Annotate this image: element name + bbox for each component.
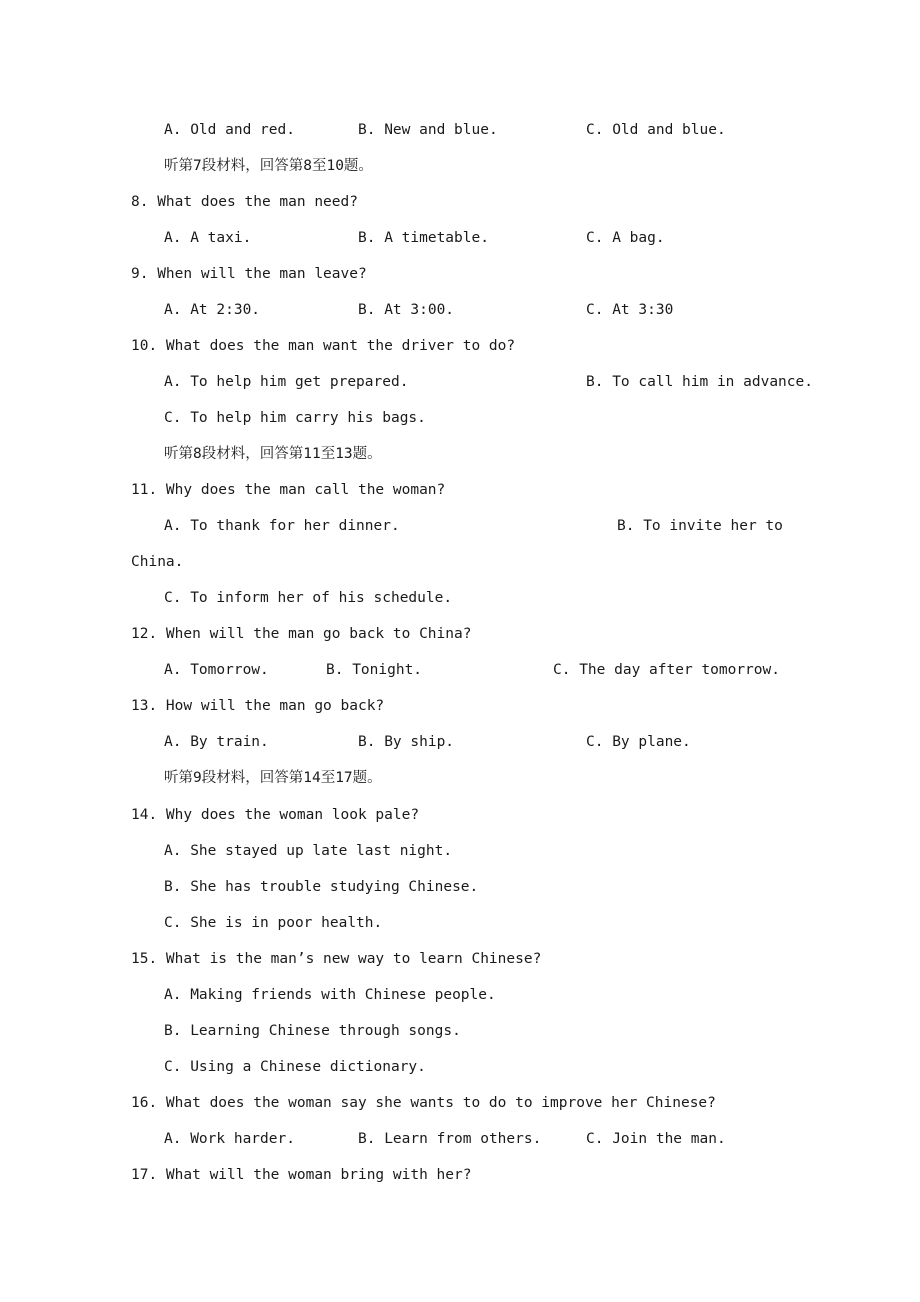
option-a: A. Making friends with Chinese people.: [164, 987, 496, 1003]
option-c: C. At 3:30: [586, 302, 674, 318]
question-12: 12. When will the man go back to China?: [131, 626, 472, 642]
question-11: 11. Why does the man call the woman?: [131, 482, 446, 498]
section-heading: 听第9段材料，回答第14至17题。: [164, 770, 382, 786]
option-c: C. To inform her of his schedule.: [164, 590, 453, 606]
option-b: B. To invite her to: [617, 518, 783, 534]
question-13: 13. How will the man go back?: [131, 698, 385, 714]
option-c: C. To help him carry his bags.: [164, 410, 426, 426]
question-9: 9. When will the man leave?: [131, 266, 367, 282]
option-b: B. At 3:00.: [358, 302, 455, 318]
option-c: C. She is in poor health.: [164, 915, 383, 931]
option-c: C. By plane.: [586, 734, 691, 750]
option-b: B. Learning Chinese through songs.: [164, 1023, 461, 1039]
question-14: 14. Why does the woman look pale?: [131, 807, 420, 823]
option-c: C. Join the man.: [586, 1131, 726, 1147]
option-b: B. Tonight.: [326, 662, 423, 678]
question-8: 8. What does the man need?: [131, 194, 358, 210]
option-b: B. New and blue.: [358, 122, 498, 138]
option-a: A. Tomorrow.: [164, 662, 269, 678]
option-b: B. By ship.: [358, 734, 455, 750]
option-b-continuation: China.: [131, 554, 184, 570]
option-b: B. Learn from others.: [358, 1131, 542, 1147]
section-heading: 听第8段材料，回答第11至13题。: [164, 446, 382, 462]
question-10: 10. What does the man want the driver to do?: [131, 338, 516, 354]
option-c: C. Old and blue.: [586, 122, 726, 138]
option-a: A. To help him get prepared.: [164, 374, 409, 390]
option-a: A. A taxi.: [164, 230, 252, 246]
option-b: B. A timetable.: [358, 230, 489, 246]
option-c: C. Using a Chinese dictionary.: [164, 1059, 426, 1075]
question-17: 17. What will the woman bring with her?: [131, 1167, 472, 1183]
option-b: B. She has trouble studying Chinese.: [164, 879, 479, 895]
option-a: A. By train.: [164, 734, 269, 750]
option-a: A. To thank for her dinner.: [164, 518, 400, 534]
option-c: C. A bag.: [586, 230, 665, 246]
option-a: A. Old and red.: [164, 122, 295, 138]
option-a: A. She stayed up late last night.: [164, 843, 453, 859]
question-15: 15. What is the man’s new way to learn Chinese?: [131, 951, 542, 967]
option-a: A. Work harder.: [164, 1131, 295, 1147]
option-c: C. The day after tomorrow.: [553, 662, 780, 678]
option-b: B. To call him in advance.: [586, 374, 813, 390]
question-16: 16. What does the woman say she wants to do to improve her Chinese?: [131, 1095, 716, 1111]
section-heading: 听第7段材料，回答第8至10题。: [164, 158, 373, 174]
option-a: A. At 2:30.: [164, 302, 261, 318]
